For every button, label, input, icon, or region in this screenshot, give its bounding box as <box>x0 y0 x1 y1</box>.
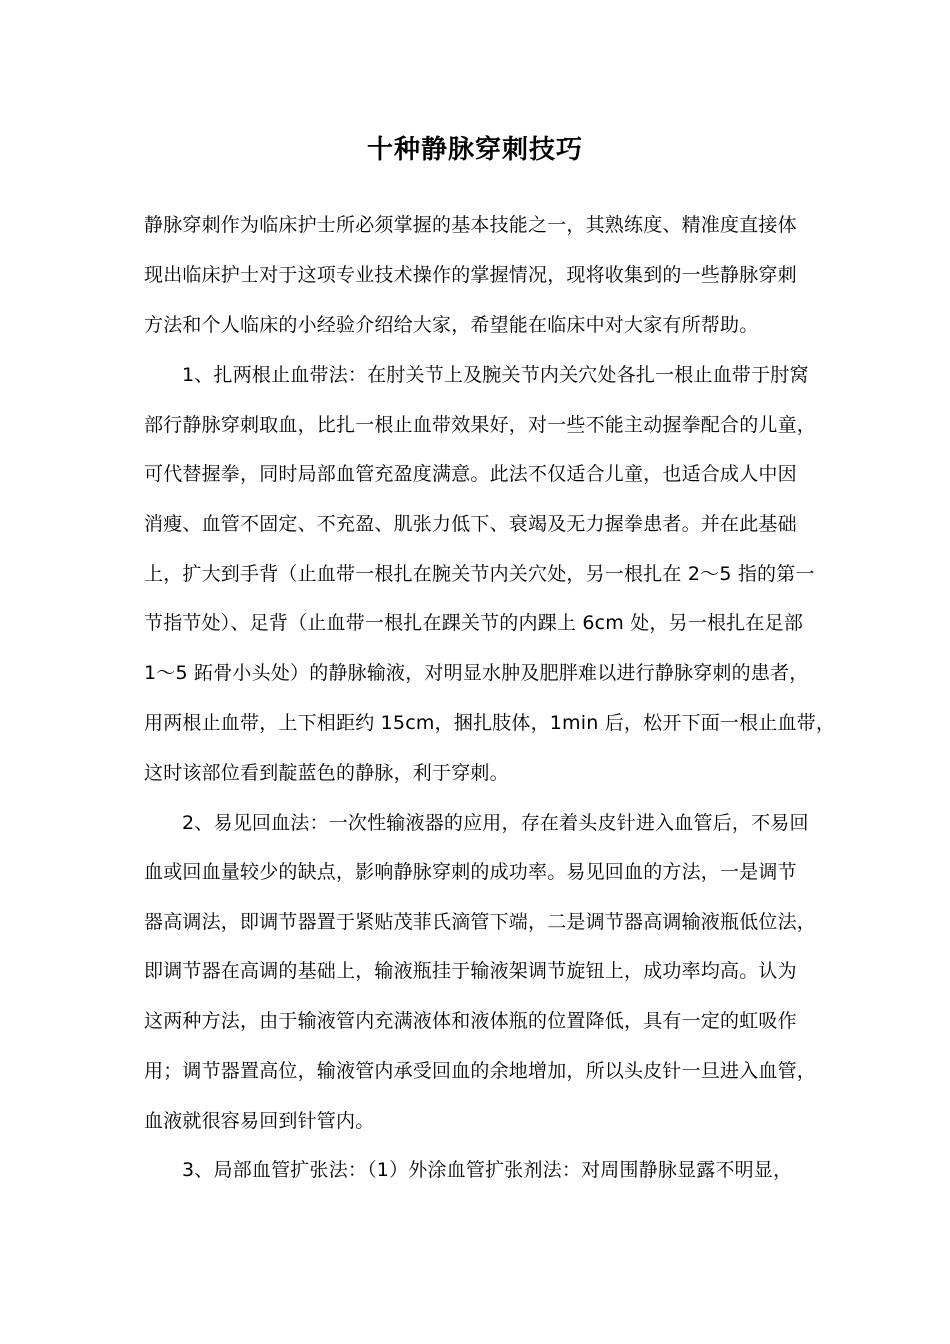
paragraph-line: 血或回血量较少的缺点，影响静脉穿刺的成功率。易见回血的方法，一是调节 <box>144 861 797 883</box>
paragraph-line: 现出临床护士对于这项专业技术操作的掌握情况，现将收集到的一些静脉穿刺 <box>144 264 797 286</box>
paragraph-line: 器高调法，即调节器置于紧贴茂菲氏滴管下端，二是调节器高调输液瓶低位法， <box>144 911 817 933</box>
paragraph-line: 即调节器在高调的基础上，输液瓶挂于输液架调节旋钮上，成功率均高。认为 <box>144 960 797 982</box>
paragraph-line: 可代替握拳，同时局部血管充盈度满意。此法不仅适合儿童，也适合成人中因 <box>144 463 797 485</box>
paragraph-line: 这两种方法，由于输液管内充满液体和液体瓶的位置降低，具有一定的虹吸作 <box>144 1010 797 1032</box>
paragraph-line: 这时该部位看到靛蓝色的静脉，利于穿刺。 <box>144 762 509 784</box>
section-3-heading-line: 3、局部血管扩张法：（1）外涂血管扩张剂法：对周围静脉显露不明显， <box>182 1159 793 1181</box>
paragraph-line: 1～5 跖骨小头处）的静脉输液，对明显水肿及肥胖难以进行静脉穿刺的患者， <box>144 662 809 684</box>
paragraph-line: 用；调节器置高位，输液管内承受回血的余地增加，所以头皮针一旦进入血管， <box>144 1060 817 1082</box>
paragraph-line: 方法和个人临床的小经验介绍给大家，希望能在临床中对大家有所帮助。 <box>144 314 759 336</box>
section-1-heading-line: 1、扎两根止血带法：在肘关节上及腕关节内关穴处各扎一根止血带于肘窝 <box>182 364 809 386</box>
paragraph-line: 上，扩大到手背（止血带一根扎在腕关节内关穴处，另一根扎在 2～5 指的第一 <box>144 563 815 585</box>
paragraph-line: 消瘦、血管不固定、不充盈、肌张力低下、衰竭及无力握拳患者。并在此基础 <box>144 513 797 535</box>
paragraph-line: 用两根止血带，上下相距约 15cm，捆扎肢体，1min 后，松开下面一根止血带， <box>144 712 836 734</box>
paragraph-line: 血液就很容易回到针管内。 <box>144 1110 375 1132</box>
document-title: 十种静脉穿刺技巧 <box>366 135 583 165</box>
section-2-heading-line: 2、易见回血法：一次性输液器的应用，存在着头皮针进入血管后，不易回 <box>182 812 809 834</box>
paragraph-line: 静脉穿刺作为临床护士所必须掌握的基本技能之一，其熟练度、精准度直接体 <box>144 214 797 236</box>
paragraph-line: 节指节处）、足背（止血带一根扎在踝关节的内踝上 6cm 处，另一根扎在足部 <box>144 612 804 634</box>
paragraph-line: 部行静脉穿刺取血，比扎一根止血带效果好，对一些不能主动握拳配合的儿童， <box>144 414 817 436</box>
